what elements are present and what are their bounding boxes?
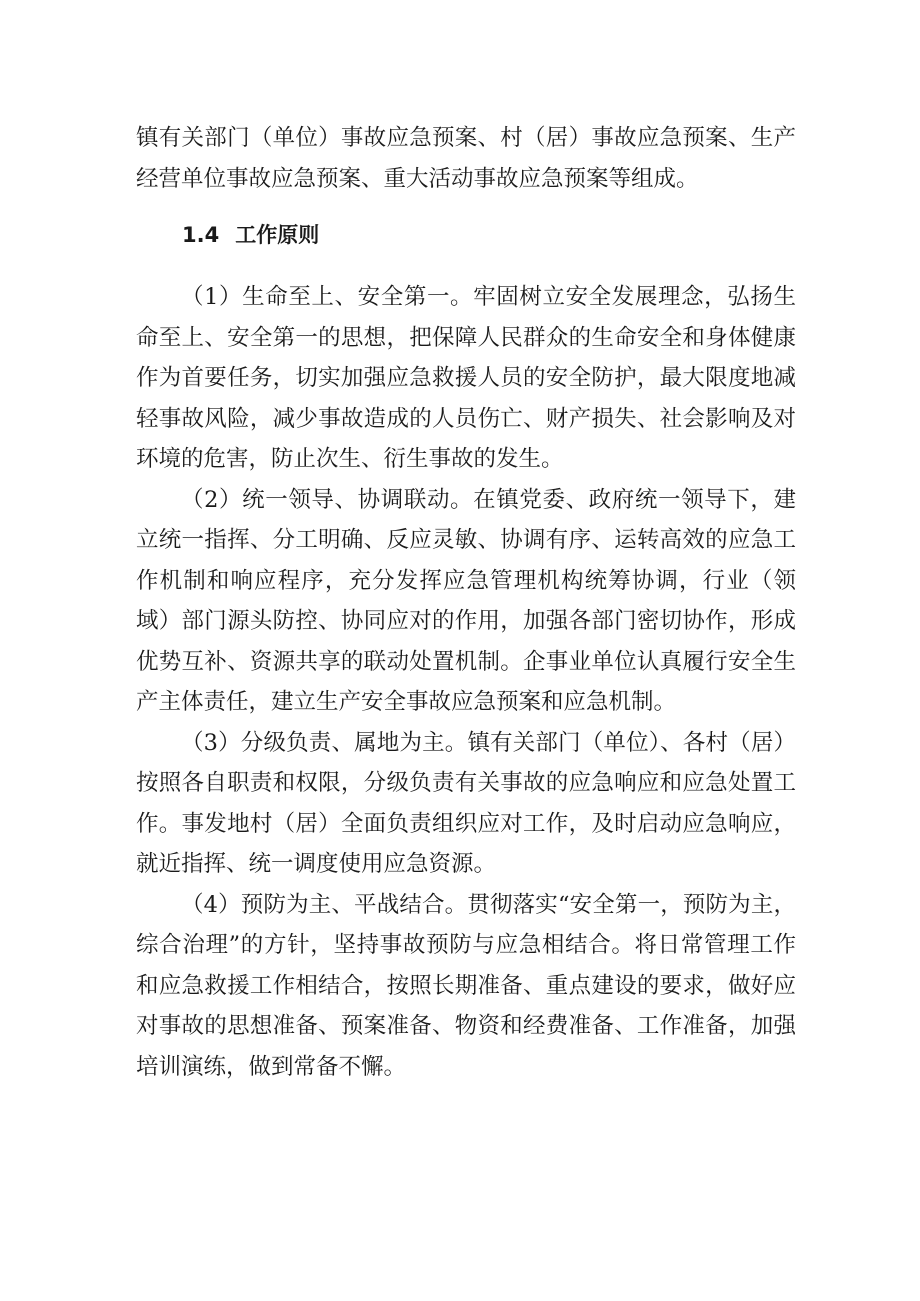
section-heading xyxy=(136,215,796,255)
section-number: 1.4 xyxy=(182,223,220,247)
section-title: 工作原则 xyxy=(235,223,320,247)
document-body xyxy=(136,118,796,1087)
principle-paragraph-1: （1）生命至上、安全第一。牢固树立安全发展理念，弘扬生命至上、安全第一的思想，把保障人民群众的生命安全和身体健康作为首要任务，切实加强应急救援人员的安全防护，最大限度地减轻事故风险，减少事故造成的人员伤亡、财产损失、社会影响及对环境的危害，防止次生、衍生事故的发生。 xyxy=(136,284,796,472)
intro-paragraph: 镇有关部门（单位）事故应急预案、村（居）事故应急预案、生产经营单位事故应急预案、重大活动事故应急预案等组成。 xyxy=(136,125,796,192)
principle-paragraph-3: （3）分级负责、属地为主。镇有关部门（单位）、各村（居）按照各自职责和权限，分级负责有关事故的应急响应和应急处置工作。事发地村（居）全面负责组织应对工作，及时启动应急响应，就近指挥、统一调度使用应急资源。 xyxy=(136,729,796,877)
principle-paragraph-4: （4）预防为主、平战结合。贯彻落实“安全第一，预防为主，综合治理”的方针，坚持事故预防与应急相结合。将日常管理工作和应急救援工作相结合，按照长期准备、重点建设的要求，做好应对事故的思想准备、预案准备、物资和经费准备、工作准备，加强培训演练，做到常备不懈。 xyxy=(136,891,796,1080)
principle-paragraph-2: （2）统一领导、协调联动。在镇党委、政府统一领导下，建立统一指挥、分工明确、反应灵敏、协调有序、运转高效的应急工作机制和响应程序，充分发挥应急管理机构统筹协调，行业（领域）部门源头防控、协同应对的作用，加强各部门密切协作，形成优势互补、资源共享的联动处置机制。企事业单位认真履行安全生产主体责任，建立生产安全事故应急预案和应急机制。 xyxy=(136,486,796,715)
